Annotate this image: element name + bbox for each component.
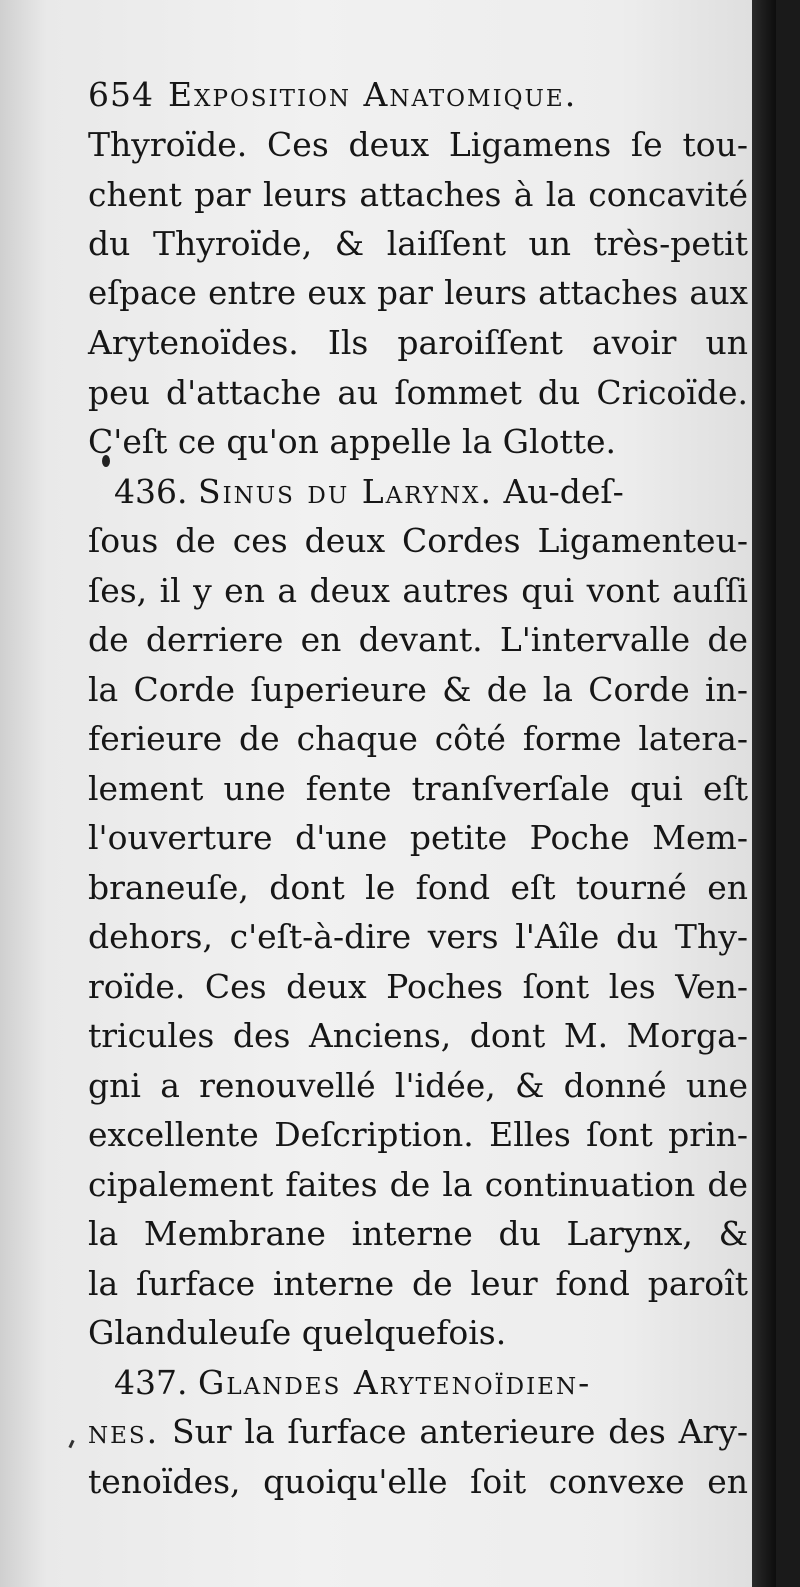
- text-line: [88, 467, 748, 517]
- line-text: ſes, il y en a deux autres qui vont auſſi: [88, 570, 748, 610]
- line-text: Arytenoïdes. Ils paroiſſent avoir un: [88, 323, 748, 362]
- text-line: [88, 813, 748, 863]
- text-line: [88, 1061, 748, 1111]
- running-header: [88, 70, 748, 120]
- text-line: [88, 1160, 748, 1210]
- line-text: l'ouverture d'une petite Poche Mem-: [88, 818, 748, 857]
- line-text: chent par leurs attaches à la concavité: [88, 174, 748, 214]
- text-line: [88, 863, 748, 913]
- line-text: roïde. Ces deux Poches ſont les Ven-: [88, 966, 748, 1006]
- running-title: Exposition Anatomique.: [168, 75, 578, 114]
- line-text: tenoïdes, quoiqu'elle ſoit convexe en: [88, 1461, 748, 1501]
- page-text: [88, 70, 748, 1506]
- text-line: [88, 120, 748, 170]
- line-text: excellente Deſcription. Elles ſont prin-: [88, 1115, 748, 1154]
- text-line: [88, 269, 748, 319]
- line-text: Glanduleuſe quelquefois.: [88, 1313, 507, 1352]
- line-text: la ſurface interne de leur fond paroît: [88, 1263, 748, 1303]
- section-heading: nes.: [88, 1412, 160, 1451]
- text-line: [88, 615, 748, 665]
- line-text: Thyroïde. Ces deux Ligamens ſe tou-: [88, 125, 748, 164]
- text-line: [88, 1011, 748, 1061]
- line-text: eſpace entre eux par leurs attaches aux: [88, 273, 748, 312]
- text-line: [88, 764, 748, 814]
- line-text: lement une fente tranſverſale qui eſt: [88, 768, 748, 808]
- line-text: Au-deſ-: [503, 471, 624, 511]
- line-text: du Thyroïde, & laiſſent un très-petit: [88, 224, 748, 263]
- text-line: [88, 318, 748, 368]
- line-text: ferieure de chaque côté forme latera-: [88, 719, 748, 758]
- line-text: de derriere en devant. L'intervalle de: [88, 620, 748, 659]
- line-text: C'eſt ce qu'on appelle la Glotte.: [88, 422, 616, 461]
- body-text: [88, 120, 748, 1506]
- text-line: [88, 516, 748, 566]
- text-line: [88, 1457, 748, 1507]
- text-line: [88, 566, 748, 616]
- line-text: braneuſe, dont le fond eſt tourné en: [88, 867, 748, 907]
- paragraph-number: 436.: [114, 471, 198, 511]
- text-line: [88, 912, 748, 962]
- text-line: [88, 1259, 748, 1309]
- line-text: la Corde ſuperieure & de la Corde in-: [88, 669, 748, 709]
- section-heading: Glandes Arytenoïdien-: [197, 1362, 592, 1402]
- text-line: [88, 1308, 748, 1358]
- line-text: dehors, c'eſt-à-dire vers l'Aîle du Thy-: [88, 917, 748, 956]
- text-line: [88, 1407, 748, 1457]
- page-edge-shadow: [752, 0, 776, 1587]
- text-line: [88, 219, 748, 269]
- line-text: peu d'attache au ſommet du Cricoïde.: [88, 372, 748, 412]
- line-text: gni a renouvellé l'idée, & donné une: [88, 1065, 748, 1105]
- line-text: la Membrane interne du Larynx, &: [88, 1214, 748, 1253]
- paragraph-number: 437.: [114, 1362, 198, 1402]
- line-text: ſous de ces deux Cordes Ligamenteu-: [88, 521, 748, 560]
- text-line: [88, 1209, 748, 1259]
- page-number: 654: [88, 75, 154, 114]
- text-line: [88, 714, 748, 764]
- text-line: [88, 1110, 748, 1160]
- line-text: tricules des Anciens, dont M. Morga-: [88, 1016, 748, 1055]
- text-line: [88, 665, 748, 715]
- text-line: [88, 962, 748, 1012]
- line-text: Sur la ſurface anterieure des Ary-: [171, 1412, 749, 1451]
- text-line: [88, 368, 748, 418]
- text-line: [88, 170, 748, 220]
- text-line: [88, 417, 748, 467]
- ink-speck: [68, 1440, 74, 1449]
- text-line: [88, 1358, 748, 1408]
- section-heading: Sinus du Larynx.: [197, 471, 494, 511]
- line-text: cipalement faites de la continuation de: [88, 1164, 748, 1204]
